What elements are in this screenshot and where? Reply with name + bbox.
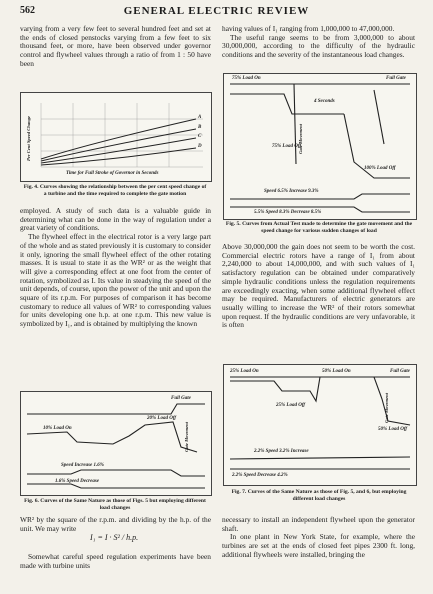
right-column-top <box>222 25 415 60</box>
right-column-middle <box>222 243 415 330</box>
right-paragraph-3: Above 30,000,000 the gain does not seem to be worth the cost. Commercial electric rotors have a range of I₁ from about 2,240,000 to about 14,000,000, and with such values of I₁ satisfactory regulation can be obtained under comparatively simple hydraulic conditions unless the regulation requirements are exceedingly exacting, when some additional flywheel effect may be required. Manufacturers of electric generators are usually willing to increase the WR² of their rotors somewhat upon request. If the hydraulic conditions are very unfavorable, it is often <box>222 242 415 330</box>
figure-5-caption: Fig. 5. Curves from Actual Test made to determine the gate movement and the speed change for various sudden changes of load <box>225 221 413 234</box>
left-column-bottom <box>20 516 211 533</box>
figure-4 <box>20 92 212 182</box>
figure-7-speed-decrease: 2.2% Speed Decrease 4.2% <box>232 473 288 478</box>
figure-7-load-off-50: 50% Load Off <box>378 427 408 432</box>
figure-6-speed-increase: Speed Increase 1.6% <box>61 463 104 468</box>
journal-title: GENERAL ELECTRIC REVIEW <box>123 5 310 17</box>
curve-label-b: B <box>198 125 202 130</box>
page-header <box>20 5 413 21</box>
left-column-end <box>20 553 211 570</box>
figure-7-speed-increase: 2.2% Speed 3.2% Increase <box>254 449 309 454</box>
figure-6-load-on: 10% Load On <box>43 426 72 431</box>
figure-7-full-gate: Full Gate <box>390 369 410 374</box>
figure-4-graph <box>21 93 211 181</box>
left-paragraph-4: WR² by the square of the r.p.m. and dividing by the h.p. of the unit. We may write <box>20 515 211 533</box>
figure-5-full-gate: Full Gate <box>386 76 406 81</box>
figure-5-seconds: 4 Seconds <box>314 99 335 104</box>
figure-7-caption: Fig. 7. Curves of the Same Nature as those of Fig. 5, and 6, but employing different load changes <box>231 489 407 502</box>
left-paragraph-2: employed. A study of such data is a valuable guide in determining what can be done in the way of regulation under a great variety of conditions. <box>20 206 211 233</box>
figure-6-load-off: 20% Load Off <box>147 416 177 421</box>
figure-4-xlabel: Time for Full Stroke of Governor in Seconds <box>66 171 159 176</box>
figure-5-load-off-100: 100% Load Off <box>364 166 396 171</box>
figure-7-load-on-50: 50% Load On <box>322 369 351 374</box>
left-column-top <box>20 25 211 69</box>
right-paragraph-1: having values of I₁ ranging from 1,000,000 to 47,000,000. <box>222 24 395 33</box>
figure-4-ylabel: Per Cent Speed Change <box>26 115 31 161</box>
left-paragraph-1: varying from a very few feet to several hundred feet and set at the ends of closed penstocks varying from a few feet to six thousand feet, or more, have been observed under governor control and flywheel values through a ratio of from 1 : 50 have been <box>20 24 211 68</box>
right-paragraph-4: necessary to install an independent flywheel upon the generator shaft. <box>222 515 415 533</box>
figure-5 <box>223 73 417 220</box>
figure-7-gate-movement: Gate Movement <box>384 393 389 423</box>
figure-4-caption: Fig. 4. Curves showing the relationship between the per cent speed change of a turbine and the time required to complete the gate motion <box>23 184 207 197</box>
page-number: 562 <box>20 5 35 16</box>
right-column-bottom <box>222 516 415 560</box>
left-paragraph-3: The flywheel effect in the electrical rotor is a very large part of the whole and as stated previously it is customary to consider it only, ignoring the small flywheel effect of the other rotating masses. It is usual to state it as the WR² or as the weight that will give a corresponding effect at one foot from the center of rotation, symbolized as I. Its value in steadying the speed of the unit depends, of course, upon the power of the unit and upon the square of its r.p.m. For purposes of comparison it has become customary to reduce all values of WR² to corresponding values for units developing one h.p. at one r.p.m. This new value is symbolized by I₁, and is obtained by multiplying the known <box>20 232 211 329</box>
figure-7-load-on: 25% Load On <box>230 369 259 374</box>
figure-6-caption: Fig. 6. Curves of the Same Nature as those of Figs. 5 but employing different load changes <box>24 498 206 511</box>
curve-label-a: A <box>198 115 202 120</box>
figure-5-speed-decrease: 5.5% Speed 8.3% Decrease 8.5% <box>254 210 322 215</box>
right-paragraph-2: The useful range seems to be from 3,000,000 to about 30,000,000, according to the difficulty of the hydraulic conditions and the severity of the instantaneous load changes. <box>222 32 415 60</box>
figure-6-speed-decrease: 1.6% Speed Decrease <box>55 479 100 484</box>
figure-6 <box>20 391 212 496</box>
figure-7-load-off: 25% Load Off <box>276 403 306 408</box>
figure-7-graph <box>224 365 416 485</box>
figure-5-load-on: 75% Load On <box>232 76 261 81</box>
figure-5-speed-increase: Speed 6.5% Increase 9.3% <box>264 189 319 194</box>
figure-5-graph <box>224 74 416 219</box>
formula: I₁ = I · S² / h.p. <box>90 533 139 542</box>
figure-6-graph <box>21 392 211 495</box>
curve-label-c: C <box>198 134 202 139</box>
left-column-middle <box>20 207 211 329</box>
figure-6-full-gate: Full Gate <box>171 396 191 401</box>
figure-5-gate-movement: Gate Movement <box>298 124 303 154</box>
figure-7 <box>223 364 417 486</box>
curve-label-d: D <box>198 144 202 149</box>
figure-6-gate-movement: Gate Movement <box>184 422 189 452</box>
left-paragraph-5: Somewhat careful speed regulation experiments have been made with turbine units <box>20 552 211 570</box>
right-paragraph-5: In one plant in New York State, for example, where the turbines are set at the ends of closed feet pipes 2300 ft. long, additional flywheels were installed, bringing the <box>222 532 415 559</box>
figure-5-load-off: 75% Load Off <box>272 144 302 149</box>
